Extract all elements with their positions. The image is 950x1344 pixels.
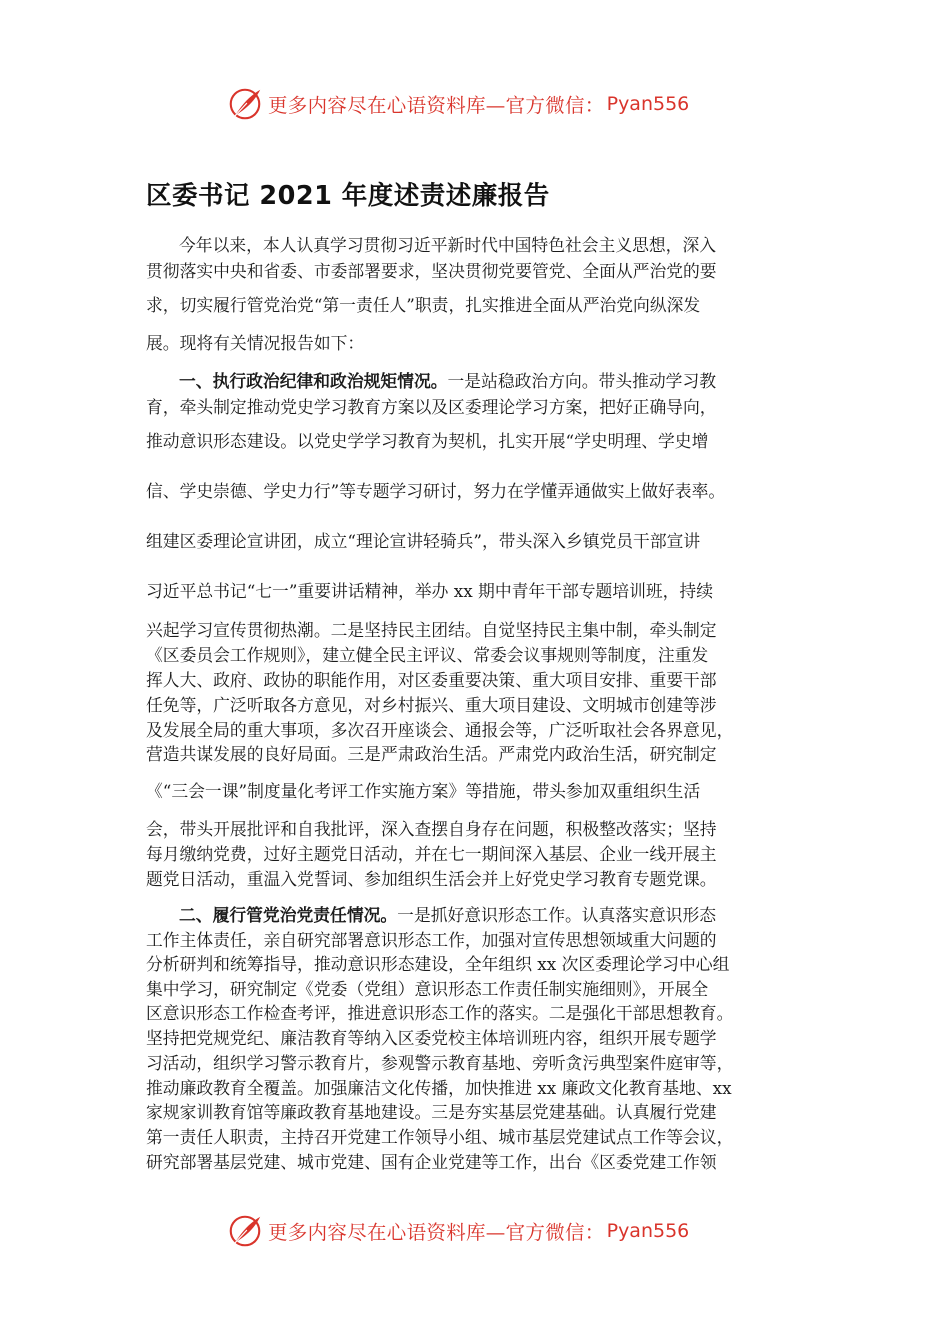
body-line: 研究部署基层党建、城市党建、国有企业党建等工作，出台《区委党建工作领 (146, 1152, 717, 1172)
section-2-first-text: 一是抓好意识形态工作。认真落实意识形态 (397, 905, 717, 925)
body-line: 兴起学习宣传贯彻热潮。二是坚持民主团结。自觉坚持民主集中制，牵头制定 (146, 620, 717, 640)
body-line: 求，切实履行管党治党“第一责任人”职责，扎实推进全面从严治党向纵深发 (146, 295, 701, 315)
body-line: 集中学习，研究制定《党委（党组）意识形态工作责任制实施细则》，开展全 (146, 979, 709, 999)
banner-wechat-id: Pyan556 (606, 93, 690, 115)
body-line: 《区委员会工作规则》，建立健全民主评议、常委会议事规则等制度，注重发 (146, 645, 709, 665)
banner-text: 更多内容尽在心语资料库—官方微信： (268, 94, 605, 117)
body-line: 今年以来，本人认真学习贯彻习近平新时代中国特色社会主义思想，深入 (179, 235, 717, 255)
body-line: 题党日活动，重温入党誓词、参加组织生活会并上好党史学习教育专题党课。 (146, 869, 717, 889)
body-line: 推动廉政教育全覆盖。加强廉洁文化传播，加快推进 xx 廉政文化教育基地、xx (146, 1078, 732, 1098)
section-1-first-text: 一是站稳政治方向。带头推动学习教 (447, 371, 717, 391)
body-line: 工作主体责任，亲自研究部署意识形态工作，加强对宣传思想领域重大问题的 (146, 930, 717, 950)
body-line: 组建区委理论宣讲团，成立“理论宣讲轻骑兵”，带头深入乡镇党员干部宣讲 (146, 531, 701, 551)
body-line: 推动意识形态建设。以党史学学习教育为契机，扎实开展“学史明理、学史增 (146, 431, 709, 451)
body-line: 育，牵头制定推动党史学习教育方案以及区委理论学习方案，把好正确导向， (146, 397, 717, 417)
document-title: 区委书记 2021 年度述责述廉报告 (146, 181, 550, 211)
body-line: 任免等，广泛听取各方意见，对乡村振兴、重大项目建设、文明城市创建等涉 (146, 695, 717, 715)
body-line: 展。现将有关情况报告如下： (146, 333, 365, 353)
body-line: 家规家训教育馆等廉政教育基地建设。三是夯实基层党建基础。认真履行党建 (146, 1102, 717, 1122)
body-line: 信、学史崇德、学史力行”等专题学习研讨，努力在学懂弄通做实上做好表率。 (146, 481, 726, 501)
body-line: 习活动，组织学习警示教育片，参观警示教育基地、旁听贪污典型案件庭审等， (146, 1053, 734, 1073)
section-heading-1: 一、执行政治纪律和政治规矩情况。 (179, 371, 448, 391)
body-line: 坚持把党规党纪、廉洁教育等纳入区委党校主体培训班内容，组织开展专题学 (146, 1028, 717, 1048)
body-line: 及发展全局的重大事项，多次召开座谈会、通报会等，广泛听取社会各界意见， (146, 720, 734, 740)
body-line: 区意识形态工作检查考评，推进意识形态工作的落实。二是强化干部思想教育。 (146, 1003, 734, 1023)
body-line: 每月缴纳党费，过好主题党日活动，并在七一期间深入基层、企业一线开展主 (146, 844, 717, 864)
body-line: 分析研判和统筹指导，推动意识形态建设，全年组织 xx 次区委理论学习中心组 (146, 954, 730, 974)
body-line: 第一责任人职责，主持召开党建工作领导小组、城市基层党建试点工作等会议， (146, 1127, 734, 1147)
footer-banner (0, 1211, 950, 1251)
body-line: 贯彻落实中央和省委、市委部署要求，坚决贯彻党要管党、全面从严治党的要 (146, 261, 717, 281)
header-banner (0, 84, 950, 124)
section-heading-2: 二、履行管党治党责任情况。 (179, 905, 398, 925)
banner-text: 更多内容尽在心语资料库—官方微信： (268, 1221, 605, 1244)
body-line: 《“三会一课”制度量化考评工作实施方案》等措施，带头参加双重组织生活 (146, 781, 701, 801)
feather-pen-icon (226, 1212, 264, 1250)
section-1-first-line (179, 368, 716, 394)
body-line: 营造共谋发展的良好局面。三是严肃政治生活。严肃党内政治生活，研究制定 (146, 744, 717, 764)
body-line: 挥人大、政府、政协的职能作用，对区委重要决策、重大项目安排、重要干部 (146, 670, 717, 690)
banner-wechat-id: Pyan556 (606, 1220, 690, 1242)
body-line: 习近平总书记“七一”重要讲话精神，举办 xx 期中青年干部专题培训班，持续 (146, 581, 713, 601)
section-2-first-line (179, 902, 716, 928)
feather-pen-icon (226, 85, 264, 123)
body-line: 会，带头开展批评和自我批评，深入查摆自身存在问题，积极整改落实；坚持 (146, 819, 717, 839)
